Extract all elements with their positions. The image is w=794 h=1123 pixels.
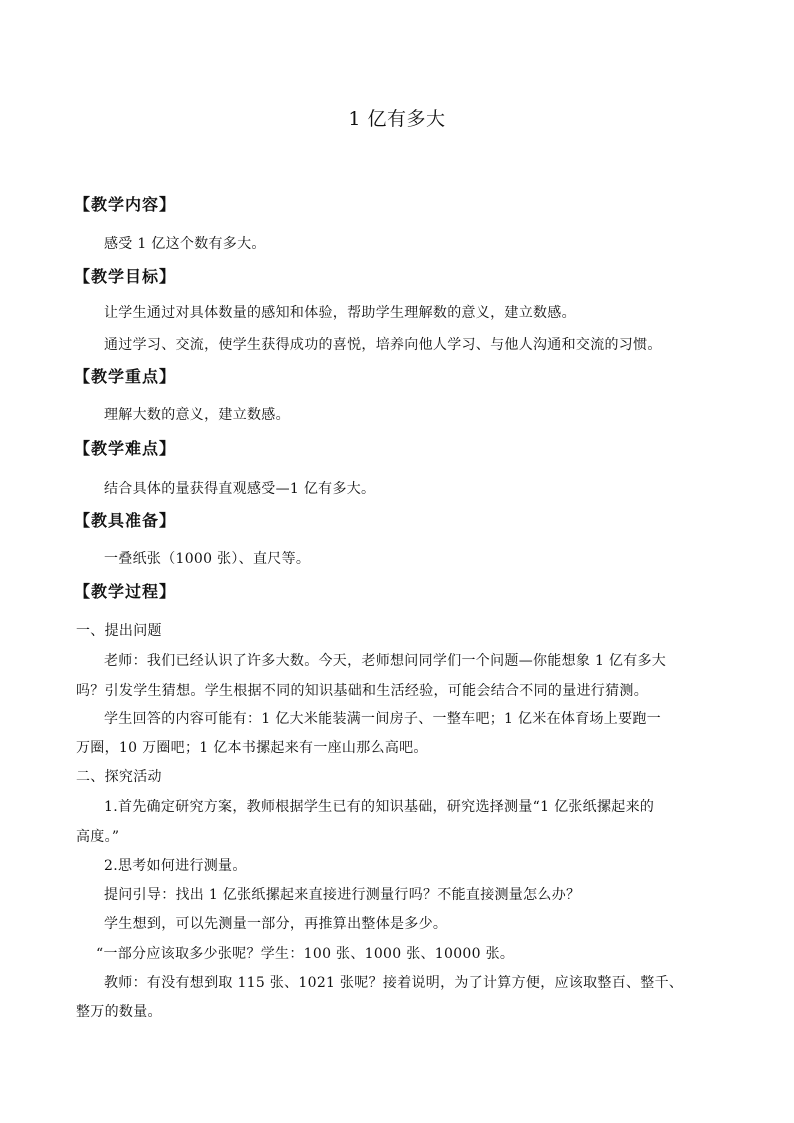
process-paragraph-4: 2.思考如何进行测量。 bbox=[104, 858, 247, 874]
process-paragraph-7: “一部分应该取多少张呢？学生：100 张、1000 张、10000 张。 bbox=[96, 946, 515, 962]
heading-difficulties: 【教学难点】 bbox=[74, 439, 177, 458]
process-part-2-title: 二、探究活动 bbox=[76, 769, 162, 785]
heading-teaching-goals: 【教学目标】 bbox=[74, 267, 177, 286]
heading-teaching-process: 【教学过程】 bbox=[74, 582, 177, 601]
process-part-1-title: 一、提出问题 bbox=[76, 623, 162, 639]
difficulties-text: 结合具体的量获得直观感受—1 亿有多大。 bbox=[104, 481, 376, 497]
process-paragraph-2-line-1: 学生回答的内容可能有：1 亿大米能装满一间房子、一整车吧；1 亿米在体育场上要跑一 bbox=[104, 711, 662, 727]
process-paragraph-6: 学生想到，可以先测量一部分，再推算出整体是多少。 bbox=[104, 916, 448, 932]
document-title: 1 亿有多大 bbox=[348, 108, 446, 130]
heading-teaching-tools: 【教具准备】 bbox=[74, 511, 177, 530]
teaching-goals-line-2: 通过学习、交流，使学生获得成功的喜悦，培养向他人学习、与他人沟通和交流的习惯。 bbox=[104, 337, 662, 353]
process-paragraph-8-line-1: 教师：有没有想到取 115 张、1021 张呢？接着说明，为了计算方便，应该取整百、整千、 bbox=[104, 975, 684, 991]
key-points-text: 理解大数的意义，建立数感。 bbox=[104, 407, 290, 423]
heading-teaching-content: 【教学内容】 bbox=[74, 195, 177, 214]
process-paragraph-1-line-2: 吗？引发学生猜想。学生根据不同的知识基础和生活经验，可能会结合不同的量进行猜测。 bbox=[76, 683, 648, 699]
process-paragraph-2-line-2: 万圈，10 万圈吧；1 亿本书摞起来有一座山那么高吧。 bbox=[76, 740, 428, 756]
heading-key-points: 【教学重点】 bbox=[74, 367, 177, 386]
teaching-tools-text: 一叠纸张（1000 张）、直尺等。 bbox=[104, 551, 311, 567]
process-paragraph-3-line-2: 高度。” bbox=[76, 829, 120, 845]
process-paragraph-5: 提问引导：找出 1 亿张纸摞起来直接进行测量行吗？不能直接测量怎么办？ bbox=[104, 887, 581, 903]
teaching-goals-line-1: 让学生通过对具体数量的感知和体验，帮助学生理解数的意义，建立数感。 bbox=[104, 305, 576, 321]
process-paragraph-3-line-1: 1.首先确定研究方案，教师根据学生已有的知识基础，研究选择测量“1 亿张纸摞起来的 bbox=[104, 799, 655, 815]
teaching-content-text: 感受 1 亿这个数有多大。 bbox=[104, 236, 266, 252]
process-paragraph-1-line-1: 老师：我们已经认识了许多大数。今天，老师想问同学们一个问题—你能想象 1 亿有多大 bbox=[104, 653, 667, 669]
process-paragraph-8-line-2: 整万的数量。 bbox=[76, 1004, 162, 1020]
